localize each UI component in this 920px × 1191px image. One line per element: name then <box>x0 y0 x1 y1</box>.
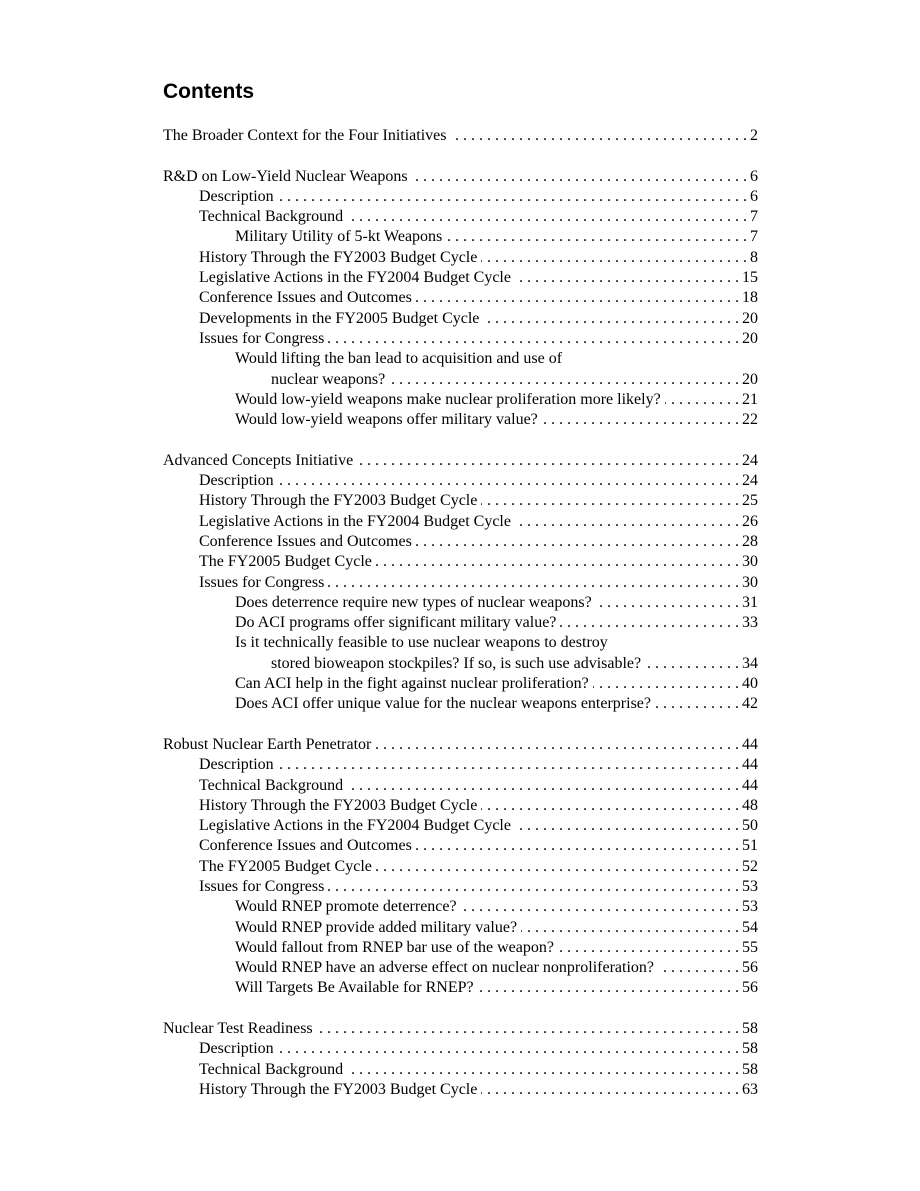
dot-leader <box>278 187 747 207</box>
toc-entry[interactable] <box>163 248 758 268</box>
toc-entry-title: The Broader Context for the Four Initiatives <box>163 127 447 144</box>
toc-entry-title: Legislative Actions in the FY2004 Budget Cycle <box>199 817 511 835</box>
dot-leader <box>416 532 739 552</box>
dot-leader <box>481 491 739 511</box>
toc-entry-page-number: 30 <box>742 573 758 591</box>
dot-leader <box>658 958 739 978</box>
dot-leader <box>446 227 747 247</box>
toc-entry[interactable] <box>163 1060 758 1080</box>
dot-leader <box>481 248 747 268</box>
toc-entry[interactable] <box>163 349 758 369</box>
toc-entry-page-number: 20 <box>742 370 758 388</box>
toc-entry-title: Conference Issues and Outcomes <box>199 837 412 855</box>
toc-entry-page-number: 26 <box>742 512 758 530</box>
dot-leader <box>665 390 739 410</box>
toc-entry-title: Description <box>199 756 274 774</box>
dot-leader <box>317 1019 739 1039</box>
toc-entry-title: History Through the FY2003 Budget Cycle <box>199 492 478 510</box>
toc-entry-title: Would low-yield weapons make nuclear proliferation more likely? <box>235 390 661 408</box>
toc-entry[interactable] <box>163 593 758 613</box>
dot-leader <box>328 329 739 349</box>
toc-entry-page-number: 56 <box>742 959 758 977</box>
toc-entry[interactable] <box>163 613 758 633</box>
toc-entry-page-number: 58 <box>742 1020 758 1038</box>
toc-entry[interactable] <box>163 309 758 329</box>
toc-entry[interactable] <box>163 552 758 572</box>
toc-entry[interactable] <box>163 958 758 978</box>
toc-entry-title: Can ACI help in the fight against nuclear proliferation? <box>235 675 589 693</box>
toc-entry-page-number: 7 <box>750 228 758 246</box>
dot-leader <box>328 573 739 593</box>
toc-entry[interactable] <box>163 187 758 207</box>
toc-entry-page-number: 25 <box>742 492 758 510</box>
dot-leader <box>389 370 739 390</box>
toc-entry[interactable] <box>163 938 758 958</box>
dot-leader <box>347 1060 739 1080</box>
dot-leader <box>376 552 739 572</box>
toc-entry[interactable] <box>163 126 758 146</box>
toc-entry-page-number: 18 <box>742 289 758 307</box>
toc-entry-page-number: 48 <box>742 796 758 814</box>
dot-leader <box>560 613 739 633</box>
toc-entry-page-number: 40 <box>742 675 758 693</box>
toc-entry[interactable] <box>163 836 758 856</box>
toc-entry[interactable] <box>163 1019 758 1039</box>
toc-entry[interactable] <box>163 796 758 816</box>
toc-entry-page-number: 58 <box>742 1060 758 1078</box>
toc-entry-title: Would RNEP provide added military value? <box>235 918 518 936</box>
toc-entry-title: Description <box>199 1040 274 1058</box>
toc-entry-title: The FY2005 Budget Cycle <box>199 857 372 875</box>
toc-entry-page-number: 2 <box>750 127 758 144</box>
dot-leader <box>655 694 739 714</box>
toc-entry-page-number: 56 <box>742 979 758 997</box>
toc-entry-page-number: 42 <box>742 695 758 713</box>
dot-leader <box>558 938 739 958</box>
dot-leader <box>278 1039 739 1059</box>
toc-entry[interactable] <box>163 532 758 552</box>
dot-leader <box>481 1080 739 1100</box>
toc-entry-page-number: 20 <box>742 309 758 327</box>
toc-entry-page-number: 58 <box>742 1040 758 1058</box>
toc-entry-title: Will Targets Be Available for RNEP? <box>235 979 474 997</box>
dot-leader <box>412 167 747 187</box>
toc-entry-page-number: 30 <box>742 553 758 571</box>
toc-entry[interactable] <box>163 978 758 998</box>
dot-leader <box>521 918 739 938</box>
dot-leader <box>596 593 739 613</box>
toc-entry-page-number: 31 <box>742 593 758 611</box>
toc-entry-title: Would low-yield weapons offer military value? <box>235 411 538 429</box>
toc-entry-title: nuclear weapons? <box>271 370 386 388</box>
toc-entry[interactable] <box>163 633 758 653</box>
toc-entry-page-number: 54 <box>742 918 758 936</box>
toc-entry-title: Robust Nuclear Earth Penetrator <box>163 735 372 753</box>
toc-entry-title: R&D on Low-Yield Nuclear Weapons <box>163 167 408 185</box>
dot-leader <box>357 451 739 471</box>
toc-entry-title: Technical Background <box>199 208 344 226</box>
toc-entry[interactable] <box>163 694 758 714</box>
toc-entry-title: Technical Background <box>199 1060 344 1078</box>
toc-entry[interactable] <box>163 451 758 471</box>
dot-leader <box>645 654 739 674</box>
toc-entry[interactable] <box>163 857 758 877</box>
toc-entry[interactable] <box>163 167 758 187</box>
toc-entry-page-number: 52 <box>742 857 758 875</box>
toc-entry-title: Developments in the FY2005 Budget Cycle <box>199 309 480 327</box>
dot-leader <box>515 512 739 532</box>
toc-entry-title: Nuclear Test Readiness <box>163 1020 313 1038</box>
toc-entry-title: Issues for Congress <box>199 573 325 591</box>
toc-entry[interactable] <box>163 370 758 390</box>
toc-entry-page-number: 53 <box>742 877 758 895</box>
dot-leader <box>347 776 739 796</box>
dot-leader <box>278 755 739 775</box>
dot-leader <box>515 816 739 836</box>
dot-leader <box>376 857 739 877</box>
toc-entry[interactable] <box>163 512 758 532</box>
toc-entry-title: stored bioweapon stockpiles? If so, is such use advisable? <box>271 654 642 672</box>
toc-entry-title: History Through the FY2003 Budget Cycle <box>199 796 478 814</box>
dot-leader <box>515 268 739 288</box>
dot-leader <box>461 897 739 917</box>
toc-entry-title: Would RNEP have an adverse effect on nuclear nonproliferation? <box>235 959 654 977</box>
toc-entry-page-number: 44 <box>742 735 758 753</box>
toc-entry[interactable] <box>163 674 758 694</box>
toc-entry-page-number: 33 <box>742 614 758 632</box>
dot-leader <box>450 126 747 146</box>
toc-entry-title: Conference Issues and Outcomes <box>199 289 412 307</box>
dot-leader <box>416 836 739 856</box>
toc-entry[interactable] <box>163 491 758 511</box>
page-title: Contents <box>163 80 254 103</box>
toc-entry[interactable] <box>163 654 758 674</box>
toc-entry-title: Issues for Congress <box>199 877 325 895</box>
toc-entry[interactable] <box>163 735 758 755</box>
dot-leader <box>593 674 739 694</box>
toc-entry[interactable] <box>163 755 758 775</box>
toc-entry-title: Would RNEP promote deterrence? <box>235 898 457 916</box>
toc-entry-title: Description <box>199 472 274 490</box>
toc-entry-title: Advanced Concepts Initiative <box>163 451 354 469</box>
dot-leader <box>278 471 739 491</box>
toc-entry-title: Would lifting the ban lead to acquisition and use of <box>235 350 563 368</box>
toc-entry[interactable] <box>163 897 758 917</box>
toc-entry-title: Legislative Actions in the FY2004 Budget Cycle <box>199 269 511 287</box>
toc-entry-page-number: 21 <box>742 390 758 408</box>
toc-entry[interactable] <box>163 877 758 897</box>
toc-entry[interactable] <box>163 227 758 247</box>
toc-entry[interactable] <box>163 776 758 796</box>
toc-entry-page-number: 24 <box>742 472 758 490</box>
toc-entry-page-number: 44 <box>742 756 758 774</box>
toc-entry-title: Does deterrence require new types of nuclear weapons? <box>235 593 592 611</box>
toc-entry-title: Is it technically feasible to use nuclear weapons to destroy <box>235 634 608 652</box>
dot-leader <box>416 288 739 308</box>
toc-entry[interactable] <box>163 288 758 308</box>
toc-entry-page-number: 50 <box>742 817 758 835</box>
toc-entry-title: Description <box>199 187 274 205</box>
toc-entry-title: Would fallout from RNEP bar use of the weapon? <box>235 938 554 956</box>
toc-entry-page-number: 51 <box>742 837 758 855</box>
dot-leader <box>483 309 739 329</box>
toc-entry-title: Conference Issues and Outcomes <box>199 532 412 550</box>
toc-entry-page-number: 63 <box>742 1080 758 1098</box>
dot-leader <box>375 735 739 755</box>
toc-entry[interactable] <box>163 573 758 593</box>
dot-leader <box>328 877 739 897</box>
toc-entry[interactable] <box>163 918 758 938</box>
toc-entry-page-number: 7 <box>750 208 758 226</box>
toc-entry-page-number: 8 <box>750 248 758 266</box>
toc-entry-title: Legislative Actions in the FY2004 Budget Cycle <box>199 512 511 530</box>
toc-entry[interactable] <box>163 390 758 410</box>
toc-entry[interactable] <box>163 410 758 430</box>
toc-entry-title: Technical Background <box>199 776 344 794</box>
toc-entry[interactable] <box>163 329 758 349</box>
toc-entry-page-number: 55 <box>742 938 758 956</box>
toc-entry-title: The FY2005 Budget Cycle <box>199 553 372 571</box>
toc-entry[interactable] <box>163 816 758 836</box>
table-of-contents <box>163 126 758 1100</box>
dot-leader <box>478 978 739 998</box>
toc-entry-page-number: 34 <box>742 654 758 672</box>
toc-entry-page-number: 44 <box>742 776 758 794</box>
toc-entry-title: History Through the FY2003 Budget Cycle <box>199 1080 478 1098</box>
toc-entry[interactable] <box>163 268 758 288</box>
toc-entry-page-number: 24 <box>742 451 758 469</box>
toc-entry-page-number: 15 <box>742 269 758 287</box>
toc-entry-page-number: 28 <box>742 532 758 550</box>
toc-entry[interactable] <box>163 1039 758 1059</box>
toc-entry-page-number: 6 <box>750 187 758 205</box>
toc-entry-page-number: 22 <box>742 411 758 429</box>
toc-entry-page-number: 53 <box>742 898 758 916</box>
toc-entry-title: History Through the FY2003 Budget Cycle <box>199 248 478 266</box>
toc-entry-page-number: 6 <box>750 167 758 185</box>
toc-entry[interactable] <box>163 207 758 227</box>
toc-entry[interactable] <box>163 471 758 491</box>
toc-entry-title: Does ACI offer unique value for the nuclear weapons enterprise? <box>235 695 651 713</box>
dot-leader <box>347 207 747 227</box>
toc-entry-page-number: 20 <box>742 329 758 347</box>
toc-entry-title: Do ACI programs offer significant military value? <box>235 614 557 632</box>
toc-entry-title: Military Utility of 5-kt Weapons <box>235 228 443 246</box>
toc-entry-title: Issues for Congress <box>199 329 325 347</box>
dot-leader <box>542 410 739 430</box>
toc-entry[interactable] <box>163 1080 758 1100</box>
dot-leader <box>481 796 739 816</box>
